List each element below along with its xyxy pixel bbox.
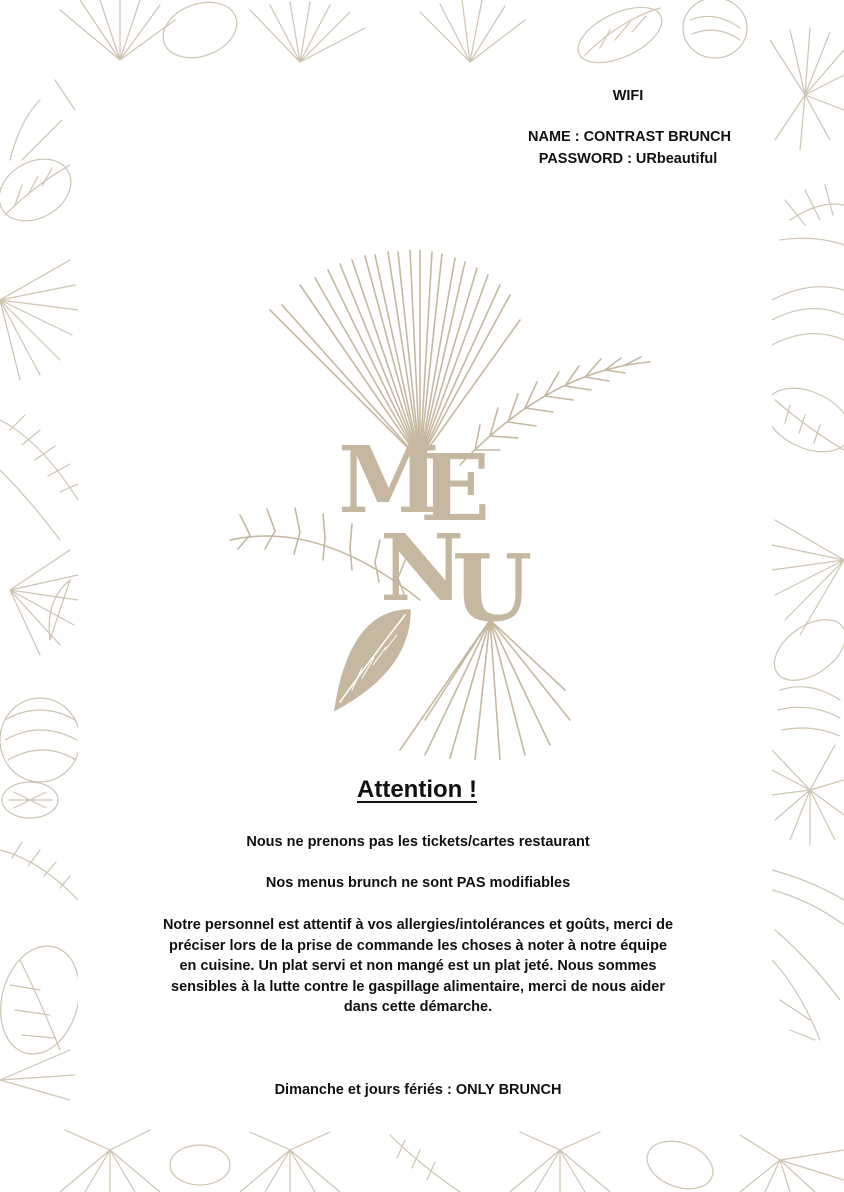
palm-fan-top-left [60,0,175,60]
hours-notice: Dimanche et jours fériés : ONLY BRUNCH [274,1082,562,1098]
menu-logo [220,250,660,760]
palm-fan-top-right [770,28,844,150]
logo-letter-m: M [338,426,440,534]
palm-fan-top-center [250,0,525,62]
palm-fan-left-1 [0,260,78,380]
wifi-password: PASSWORD : URbeautiful [538,151,718,167]
allergy-paragraph: Notre personnel est attentif à vos allergies/intolérances et goûts, merci de préciser lors de la prise de commande les choses à noter à notre équipe en cuisine. Un plat servi et non mangé est un plat jeté. Nous sommes sensibles à la lutte contre le gaspillage alimentaire, merci de nous aider dans cette démarche. [162,917,674,1015]
palm-fan-left-2 [10,550,78,655]
attention-heading: Attention ! [357,776,477,803]
leaf-icon [335,610,410,710]
palm-fan-bottom-left [60,1130,160,1192]
palm-fan-bottom-right [740,1135,844,1192]
menu-not-modifiable-notice: Nos menus brunch ne sont PAS modifiables [265,875,571,891]
wifi-name: NAME : CONTRAST BRUNCH [528,129,731,145]
logo-letter-u: U [452,534,533,642]
logo-letter-e: E [420,434,491,542]
logo-letter-n: N [380,514,465,622]
wifi-title: WIFI [612,88,644,104]
palm-fan-right-1 [772,520,844,635]
palm-fan-bottom-center [240,1132,610,1192]
no-tickets-notice: Nous ne prenons pas les tickets/cartes restaurant [246,834,590,850]
